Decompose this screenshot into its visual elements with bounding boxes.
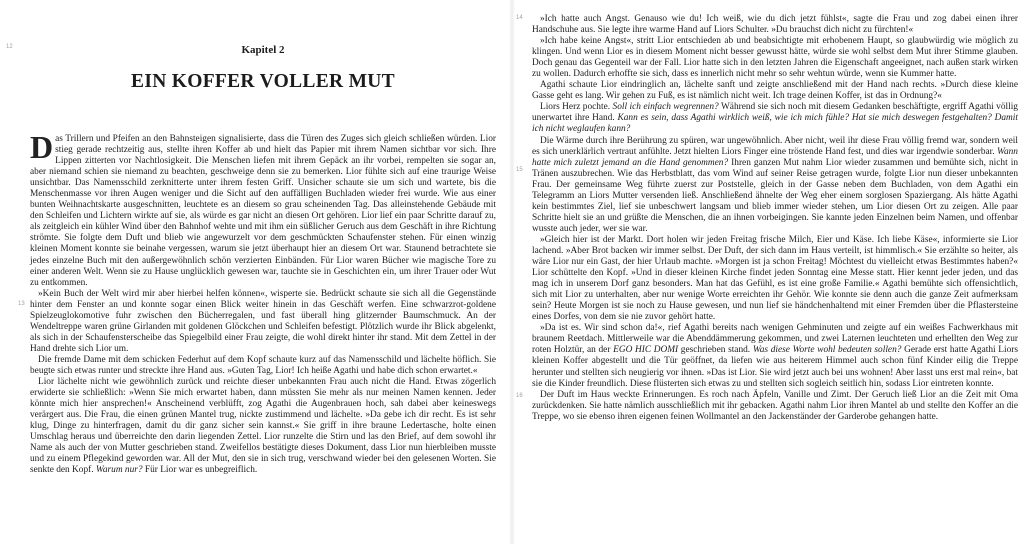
- left-text-column: [30, 129, 496, 476]
- paragraph: Liors Herz pochte. Soll ich einfach wegrennen? Während sie sich noch mit diesem Gedanken beschäftigte, ergriff Agathi völlig unerwartet ihre Hand. Kann es sein, dass Agathi wirklich weiß, wie ich mich fühle? Hat sie mich deswegen festgehalten? Damit ich nicht weglaufen kann?: [532, 102, 1019, 135]
- paragraph: »Kein Buch der Welt wird mir aber hierbei helfen können«, wisperte sie. Bedrückt schaute sie sich all die Gegenstände hinter dem Fenster an und konnte sogar einen Blick weiter hinein in das Geschäft werfen. Eine schwarzrot-goldene Spielzeuglokomotive fuhr zwischen den Bücherregalen, und fast überall hing glitzernder Baumschmuck. An der Wendeltreppe waren grüne Girlanden mit goldenen Glöckchen und Schleifen befestigt. Plötzlich wurde ihr Blick abgelenkt, als sich in der Schaufensterscheibe das Spiegelbild einer Frau zeigte, die wohl direkt hinter ihr stand. Mit dem Zettel in der Hand drehte sich Lior um.: [30, 288, 496, 354]
- line-number: 16: [516, 393, 523, 399]
- line-number: 13: [18, 301, 25, 307]
- paragraph: Agathi schaute Lior eindringlich an, lächelte sanft und zeigte anschließend mit der Hand nach rechts. »Durch diese kleine Gasse geht es lang. Wir gehen zu Fuß, es ist nämlich nicht weit. Ich trage deinen Koffer, ist das in Ordnung?«: [532, 80, 1018, 102]
- right-text-column: [532, 14, 1018, 423]
- italic-thought: Kann es sein, dass Agathi wirklich weiß, wie ich mich fühle? Hat sie mich deswegen festgehalten? Damit ich nicht weglaufen kann?: [532, 113, 1019, 135]
- paragraph: »Ich habe keine Angst«, stritt Lior entschieden ab und beabsichtigte mit erhobenem Haupt, so glaubwürdig wie möglich zu klingen. Und wenn Lior es in diesem Moment nicht besser gewusst hätte, würde sie wohl selbst dem Mut ihrer Stimme glauben. Doch genau das Gegenteil war der Fall. Lior hatte sich in den letzten Jahren die Eigenschaft angeeignet, nach außen stark wirken zu wollen. Dadurch erhoffte sie sich, dass es innerlich nicht mehr so sehr wehtun würde, wenn sie Kummer hatte.: [532, 36, 1018, 80]
- chapter-label: Kapitel 2: [241, 44, 285, 56]
- italic-thought: Was diese Worte wohl bedeuten sollen?: [752, 345, 902, 356]
- paragraph: Lior lächelte nicht wie gewöhnlich zurück und reichte dieser unbekannten Frau auch nicht die Hand. Etwas zögerlich erwiderte sie schließlich: »Wenn Sie mich erwartet haben, dann müssten Sie mehr als nur meinen Namen kennen. Jeder könnte mich hier ansprechen!« Anscheinend verblüfft, zog Agathi die Augenbrauen hoch, sah dabei aber keineswegs verärgert aus. Die Frau, die einen grünen Mantel trug, nickte zustimmend und lächelte. »Da gebe ich dir recht. Es ist sehr klug, Dinge zu hinterfragen, damit du dir ganz sicher sein kannst.« Sie griff in ihre braune Ledertasche, holte einen Umschlag heraus und überreichte den darin liegenden Zettel. Lior runzelte die Stirn und las den Brief, auf dem sowohl ihr Name als auch der von Mutter geschrieben stand. Zweifellos bestätigte dieses Dokument, dass Lior nun hierbleiben musste und zu einem Pflegekind geworden war. All der Mut, den sie in sich trug, verschwand wieder bei den gelesenen Worten. Sie senkte den Kopf. Warum nur? Für Lior war es unbegreiflich.: [30, 377, 496, 476]
- italic-inscription: EGO HIC DOMI: [613, 345, 679, 356]
- paragraph: »Ich hatte auch Angst. Genauso wie du! Ich weiß, wie du dich jetzt fühlst«, sagte die Frau und zog dabei einen ihrer Handschuhe aus. Sie legte ihre warme Hand auf Liors Schulter. »Du brauchst dich nicht zu fürchten!«: [532, 14, 1018, 36]
- paragraph: »Da ist es. Wir sind schon da!«, rief Agathi bereits nach wenigen Gehminuten und zeigte auf ein weißes Fachwerkhaus mit braunem Reetdach. Mittlerweile war die Abenddämmerung gekommen, und zwei Laternen leuchteten und erhellten den Weg zur roten Holztür, an der EGO HIC DOMI geschrieben stand. Was diese Worte wohl bedeuten sollen? Gerade erst hatte Agathi Liors kleinen Koffer abgestellt und die Tür geöffnet, da liefen wie aus heiterem Himmel auch schon fünf Kinder eilig die Treppe herunter und stellten sich neugierig vor ihnen. »Das ist Lior. Sie wird jetzt auch bei uns wohnen! Aber lasst uns erst mal rein«, bat sie die Kinder freundlich. Diese flüsterten sich etwas zu und stellten sich sogleich seitlich hin, sodass Lior eintreten konnte.: [532, 323, 1019, 389]
- italic-thought: Warum nur?: [95, 465, 143, 476]
- line-number: 15: [516, 167, 523, 173]
- right-page: [512, 0, 1024, 544]
- italic-thought: Wann hatte mich zuletzt jemand an die Hand genommen?: [532, 146, 1018, 168]
- chapter-title: EIN KOFFER VOLLER MUT: [131, 71, 395, 92]
- line-number: 14: [516, 15, 523, 21]
- drop-cap: D: [30, 129, 54, 165]
- paragraph: Der Duft im Haus weckte Erinnerungen. Es roch nach Äpfeln, Vanille und Zimt. Der Geruch ließ Lior an die Zeit mit Oma zurückdenken. Sie hatte nämlich ausschließlich mit ihr gebacken. Agathi nahm Lior ihren Mantel ab und stellte den Koffer an die Treppe, wo sie ebenso ihren eigenen feinen Wollmantel an den Jackenständer der Garderobe gehangen hatte.: [532, 389, 1018, 422]
- italic-thought: Soll ich einfach wegrennen?: [612, 102, 719, 113]
- paragraph: Die Wärme durch ihre Berührung zu spüren, war ungewöhnlich. Aber nicht, weil ihr diese Frau völlig fremd war, sondern weil es sich unerklärlich vertraut anfühlte. Jetzt hielten Liors Finger eine tröstende Hand fest, und dies war irgendwie sonderbar. Wann hatte mich zuletzt jemand an die Hand genommen? Ihren ganzen Mut nahm Lior wieder zusammen und bemühte sich, nicht in Tränen auszubrechen. Wie das Herbstblatt, das vom Wind auf seiner Reise getragen wurde, folgte Lior nun dieser unbekannten Frau. Der gemeinsame Weg führte zuerst zur Poststelle, gleich in der Gasse neben dem Buchladen, von dem Agathi ein Telegramm an Liors Mutter versenden ließ. Anschließend ähnelte der Weg eher einem sorglosen Spaziergang. Als hätte Agathi kein bestimmtes Ziel, lief sie unbeschwert langsam und blieb immer wieder stehen, um Lior diesen Ort zu zeigen. Alle paar Schritte hielt sie an und grüßte die Menschen, die an ihnen vorbeigingen. Sie kannte jeden Einzelnen beim Namen, und offenbar wusste auch jeder, wer sie war.: [532, 135, 1018, 234]
- paragraph: Die fremde Dame mit dem schicken Federhut auf dem Kopf schaute kurz auf das Namensschild und lächelte höflich. Sie beugte sich etwas runter und streckte ihre Hand aus. »Guten Tag, Lior! Ich heiße Agathi und habe dich schon erwartet.«: [30, 354, 496, 376]
- paragraph: »Gleich hier ist der Markt. Dort holen wir jeden Freitag frische Milch, Eier und Käse. Ich liebe Käse«, informierte sie Lior lachend. »Aber Brot backen wir immer selbst. Der Duft, der sich dann im Haus verteilt, ist himmlisch.« Sie erzählte so heiter, als wäre Lior nur ein Gast, der hier Urlaub machte. »Morgen ist ja schon Freitag! Möchtest du vielleicht etwas Bestimmtes haben?« Lior schüttelte den Kopf. »Und in dieser kleinen Kirche findet jeden Sonntag eine Messe statt. Hier kennt jeder jeden, und das mag ich in unserem Dorf ganz besonders. Man hat das Gefühl, es ist eine große Familie.« Agathi bemühte sich offensichtlich, sich mit Lior zu unterhalten, aber nur wenige Worte erreichten ihr Gehör. Wie konnte sie denn auch die ganze Zeit aufmerksam sein? Heute Morgen ist sie noch zu Hause gewesen, und nun lief sie händchenhaltend mit einer Fremden über die Pflastersteine eines Dorfes, von dem sie nie zuvor gehört hatte.: [532, 234, 1018, 323]
- line-number: 12: [6, 44, 13, 50]
- paragraph: Das Trillern und Pfeifen an den Bahnsteigen signalisierte, dass die Türen des Zuges sich gleich schließen würden. Lior stieg gerade rechtzeitig aus, stellte ihren Koffer ab und hielt das Papier mit ihrem Namen sichtbar vor sich. Ihre Lippen zitterten vor Nachtlosigkeit. Die Menschen liefen mit ihrem Gepäck an ihr vorbei, rempelten sie sogar an, aber niemand schien sie niemand zu beachten, geschweige denn sie zu bemerken. Lior fühlte sich auf eine traurige Weise unsichtbar. Das Namensschild zerknitterte unter ihrem festen Griff. Unsicher schaute sie um sich und wartete, bis die Menschenmasse vor ihren Augen weniger und die Sicht auf den auffälligen Buchladen wieder frei wurde. Wie aus einer bunten Weihnachtskarte ausgeschnitten, leuchtete es an diesem so grau scheinenden Tag. Das alleinstehende Gebäude mit den Schleifen und Lichtern wirkte auf sie, als würde es gar nicht an diesen Ort gehören. Lior lief ein paar Schritte darauf zu, als zeitgleich ein kühler Wind über den Bahnhof wehte und mit ihm ein süßlicher Geruch aus dem Geschäft in ihre Richtung strömte. Sie folgte dem Duft und blieb wie angewurzelt vor dem geschmückten Schaufenster stehen. Für einen winzig kleinen Moment konnte sie beinahe vergessen, warum sie jetzt überhaupt hier an diesem Ort war. Staunend betrachtete sie jedes einzelne Buch mit den außergewöhnlich schön verzierten Einbänden. Für Lior waren Bücher wie magische Tore zu einer anderen Welt. Wenn sie zu Hause unglücklich gewesen war, tauchte sie in Geschichten ein, um ihrer Trauer oder Wut zu entkommen.: [30, 129, 496, 288]
